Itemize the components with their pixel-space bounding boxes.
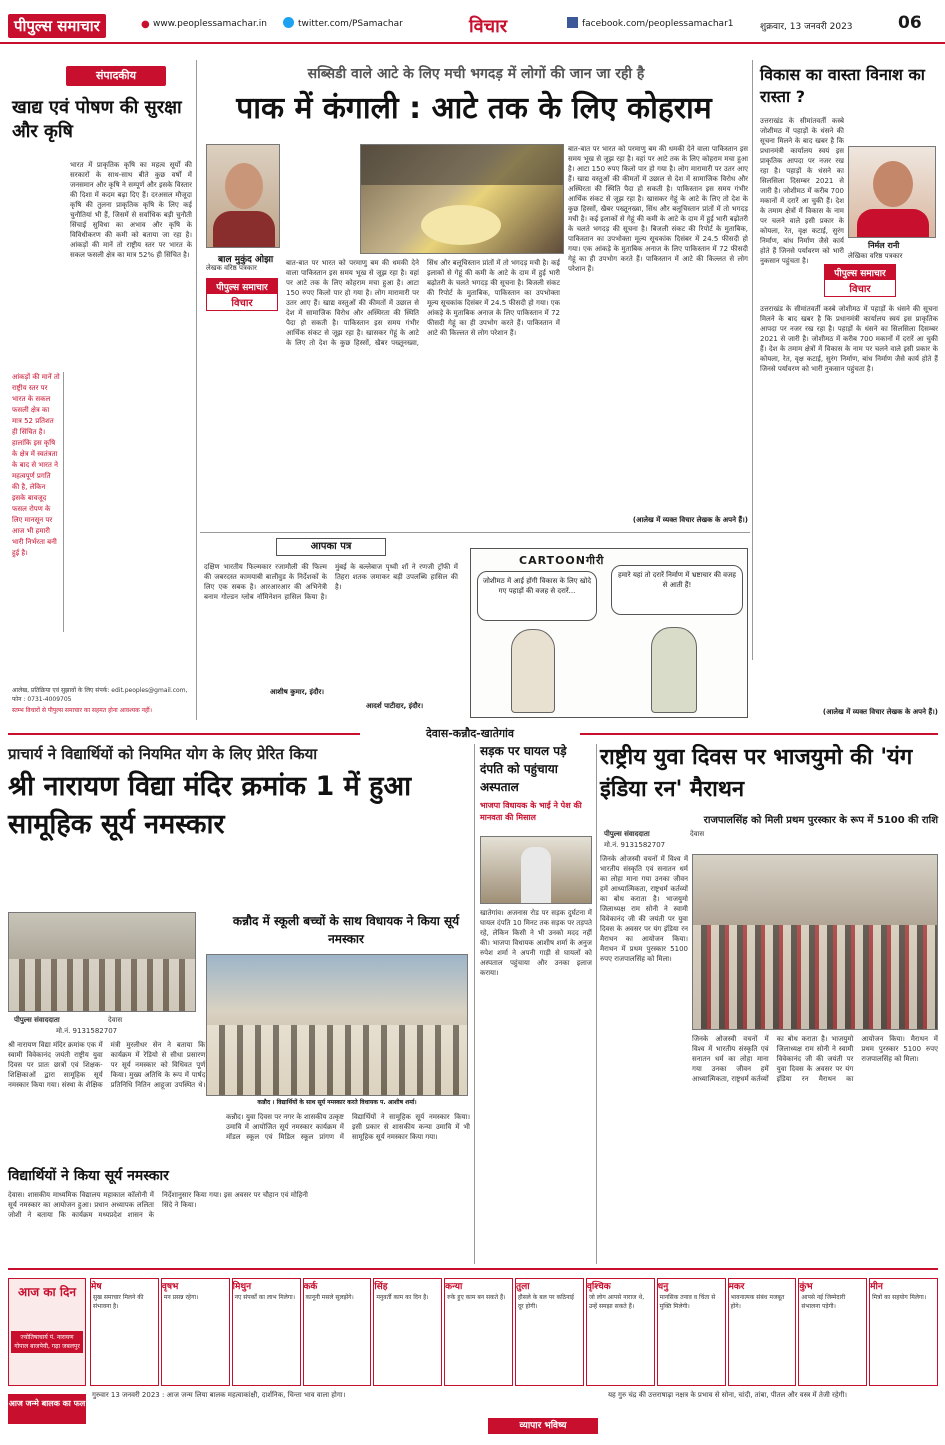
right-author-title: लेखिका वरिष्ठ पत्रकार (848, 252, 903, 260)
letters-signoff-1: आशीष कुमार, इंदौर। (270, 688, 325, 696)
local5-body-lower: जिनके ओजस्वी वचनों में विश्व में भारतीय संस्कृति एवं सनातन धर्म का लोहा माना गया उनका जीवन हमें आध्यात्मिकता, राष्ट्रधर्म कर्तव्यों का बोध कराता है। भाजयुमो जिलाध्यक्ष राम सोनी ने स्वामी विवेकानंद जी की जयंती पर युवा दिवस के अवसर पर यंग इंडिया रन मैराथन का आयोजन किया। मैराथन में प्रथम पुरस्कार 5100 रुपए राजपालसिंह को मिला। (692, 1035, 938, 1083)
author-title: लेखक वरिष्ठ पत्रकार (206, 264, 257, 272)
local3-body: देवास। शासकीय माध्यमिक विद्यालय महाकाल कॉलोनी में सूर्य नमस्कार का आयोजन हुआ। प्रधान अध्यापक ललिता जोशी ने बताया कि कार्यक्रम मध्यप्रदेश शासन के निर्देशानुसार किया गया। इस अवसर पर चौहान एवं मोहिनी सिंदे ने किया। (8, 1191, 308, 1219)
page-number: 06 (898, 13, 922, 33)
zodiac-name: मीन (870, 1282, 883, 1292)
zodiac-text: मन प्रसन्न रहेगा। (163, 1294, 199, 1301)
right-body-lower: उत्तराखंड के सीमांतवर्ती कस्बे जोशीमठ में पहाड़ों के धंसने की सूचना मिलने के बाद खबर है कि प्रधानमंत्री कार्यालय स्वयं इस प्राकृतिक आपदा पर नजर रख रहा है। पहाड़ों के धंसने का सिलसिला दिसम्बर 2021 से जारी है। जोशीमठ में करीब 700 मकानों में दरारें आ चुकी हैं। देश के तमाम क्षेत्रों में विकास के नाम पर चलने वाले इसी प्रकार के कोयला, रेत, वृक्ष कटाई, सुरंग निर्माण, बांध निर्माण जैसे कार्य होते हैं जिनसे पर्यावरण को भारी नुकसान पहुंचता है। (760, 305, 938, 373)
born-text: गुरुवार 13 जनवरी 2023 : आज जन्म लिया बालक महत्वाकांक्षी, दार्शनिक, चिन्ता भाव वाला होगा। (92, 1391, 346, 1399)
zodiac-name: वृश्चिक (586, 1282, 611, 1292)
section-title: विचार (469, 16, 508, 37)
zodiac-card (869, 1278, 938, 1386)
main-photo-flour (421, 205, 501, 245)
brand-sign-name: पीपुल्स समाचार (207, 279, 277, 294)
local3-headline: विद्यार्थियों ने किया सूर्य नमस्कार (8, 1168, 169, 1184)
cartoon-box (470, 548, 748, 718)
local1-byline-place: देवास (108, 1016, 123, 1024)
zodiac-text: हौसले के बल पर कठिनाई दूर होगी। (518, 1294, 574, 1310)
local4-headline: सड़क पर घायल पड़े दंपति को पहुंचाया अस्पताल (480, 744, 567, 794)
globe-icon: ● (141, 19, 150, 30)
zodiac-text: भावनात्मक संबंध मजबूत होंगे। (730, 1294, 785, 1310)
right-author-photo (848, 146, 936, 238)
cartoon-bubble-1: जोशीमठ में आई होंगी विकास के लिए खोदे गए पहाड़ों की वजह से दरारें... (477, 571, 597, 621)
right-author-photo-face (873, 161, 913, 207)
zodiac-name: कर्क (303, 1282, 318, 1292)
zodiac-card (303, 1278, 372, 1386)
zodiac-card (798, 1278, 867, 1386)
local5-body: जिनके ओजस्वी वचनों में विश्व में भारतीय संस्कृति एवं सनातन धर्म का लोहा माना गया उनका जीवन हमें आध्यात्मिकता, राष्ट्रधर्म कर्तव्यों का बोध कराता है। भाजयुमो जिलाध्यक्ष राम सोनी ने स्वामी विवेकानंद जी की जयंती पर युवा दिवस के अवसर पर यंग इंडिया रन मैराथन का आयोजन किया। मैराथन में प्रथम पुरस्कार 5100 रुपए राजपालसिंह को मिला। (600, 855, 688, 963)
zodiac-name: मकर (728, 1282, 745, 1292)
local4-photo (480, 836, 592, 904)
main-headline: पाक में कंगाली : आटे तक के लिए कोहराम (236, 91, 712, 126)
divider (200, 532, 750, 533)
local2-photo-students (207, 1025, 468, 1096)
author-photo-face (225, 163, 263, 209)
editorial-headline: खाद्य एवं पोषण की सुरक्षा और कृषि (12, 97, 182, 142)
zodiac-name: सिंह (374, 1282, 388, 1292)
brand-sign-tag: विचार (207, 294, 277, 310)
zodiac-name: मेष (91, 1282, 102, 1292)
zodiac-card (444, 1278, 513, 1386)
twitter-icon (283, 17, 294, 28)
aaj-text: ज्योतिषाचार्य पं. नारायण गोपाल बाजपेयी, गढ़ा जबलपुर (11, 1331, 83, 1353)
issue-date: शुक्रवार, 13 जनवरी 2023 (760, 22, 853, 32)
zodiac-card (657, 1278, 726, 1386)
zodiac-text: मानसिक तनाव व चिंता से मुक्ति मिलेगी। (659, 1294, 716, 1310)
zodiac-text: मित्रों का सहयोग मिलेगा। (872, 1294, 927, 1301)
zodiac-text: नए संपर्कों का लाभ मिलेगा। (234, 1294, 295, 1301)
zodiac-card (373, 1278, 442, 1386)
local5-byline-place: देवास (690, 830, 705, 838)
zodiac-text: सुख समाचार मिलने की संभावना है। (93, 1294, 144, 1310)
aaj-title: आज का दिन (18, 1285, 76, 1299)
zodiac-text: जो लोग आपसे नाराज थे, उन्हें समझा सकते हैं। (588, 1294, 645, 1310)
author-photo-shirt (213, 211, 275, 248)
local1-headline: श्री नारायण विद्या मंदिर क्रमांक 1 में हुआ सामूहिक सूर्य नमस्कार (8, 771, 412, 840)
zodiac-text: मनुवर्ती काम का दिन है। (376, 1294, 429, 1301)
right-author-name: निर्मल रानी (868, 241, 900, 250)
right-author-photo-saree (857, 209, 929, 238)
author-name: बाल मुकुंद ओझा (218, 255, 274, 265)
zodiac-card (586, 1278, 655, 1386)
zodiac-text: आपसे नई जिम्मेदारी संभालना पड़ेगी। (801, 1294, 846, 1310)
local5-sub: राजपालसिंह को मिली प्रथम पुरस्कार के रूप में 5100 की राशि (703, 815, 938, 826)
cartoon-figure-right (651, 627, 697, 713)
horoscope-signs (90, 1278, 938, 1386)
local1-photo-group (9, 959, 196, 1012)
local2-caption: कन्नौद । विद्यार्थियों के साथ सूर्य नमस्कार करते विधायक प. आशीष शर्मा। (257, 1099, 417, 1106)
cartoon-figure-left (511, 629, 555, 713)
divider (596, 744, 597, 1264)
local2-body: कन्नौद। युवा दिवस पर नगर के शासकीय उत्कृष्ट उमावि में आयोजित सूर्य नमस्कार कार्यक्रम में मॉडल स्कूल एवं मिडिल स्कूल प्रांगण में विद्यार्थियों ने सामूहिक सूर्य नमस्कार किया। इसी प्रकार से शासकीय कन्या उमावि में भी सामूहिक सूर्य नमस्कार किया गया। (226, 1113, 470, 1141)
divider (474, 744, 475, 1264)
zodiac-name: मिथुन (232, 1282, 252, 1292)
born-title: आज जन्मे बालक का फल (8, 1394, 86, 1424)
aaj-box (8, 1278, 86, 1386)
masthead (0, 0, 945, 44)
right-brand-sign-name: पीपुल्स समाचार (825, 265, 895, 280)
local1-mobile: मो.नं. 9131582707 (56, 1027, 118, 1035)
local5-photo-runners (693, 925, 938, 1030)
zodiac-card (515, 1278, 584, 1386)
letters-title: आपका पत्र (276, 538, 386, 556)
trade-text: यह गुरु चंद्र की उत्तराषाढ़ा नक्षत्र के प्रभाव से सोना, चांदी, तांबा, पीतल और वस्त्र में तेजी रहेगी। (608, 1391, 848, 1399)
zodiac-text: रुके हुए काम बन सकते हैं। (447, 1294, 506, 1301)
local2-photo (206, 954, 468, 1096)
main-photo (360, 144, 564, 254)
zodiac-name: कुंभ (799, 1282, 813, 1292)
facebook-link[interactable]: facebook.com/peoplessamachar1 (582, 19, 734, 29)
local2-headline: कन्नौद में स्कूली बच्चों के साथ विधायक ने किया सूर्य नमस्कार (232, 914, 460, 946)
local-band-title: देवास-कन्नौद-खातेगांव (360, 726, 580, 741)
main-body: बात-बात पर भारत को परमाणु बम की धमकी देने वाला पाकिस्तान इस समय भूख से जूझ रहा है। वहां पर आटे तक के लिए कोहराम मचा हुआ है। आटा 150 रुपए किलो पार हो गया है। लोग मारामारी पर उतर आए हैं। खाद्य वस्तुओं की कीमतों में उछाल से देश में सामाजिक विरोध और अस्थिरता की स्थिति पैदा हो सकती है। पाकिस्तान इस समय गंभीर आर्थिक संकट से जूझ रहा है। खासकर गेहूं के आटे के लिए तो देश के कुछ हिस्सों, खैबर पख्तूनख्वा, सिंध और बलूचिस्तान प्रांतों में तो भगदड़ मची है। कई इलाकों से गेहूं की कमी के आटे के दाम में हुई भारी बढ़ोतरी के चलते भगदड़ की सूचना है। बिजली संकट की रिपोर्ट के मुताबिक, पाकिस्तान का उपभोक्ता मूल्य सूचकांक दिसंबर में 24.5 फीसदी हो गया। एक आंकड़े के मुताबिक अनाज के लिए पाकिस्तान में 72 फीसदी गेहूं का ही उपभोग करते हैं। पाकिस्तान में आटे की किल्लत से लोग परेशान हैं। (286, 259, 560, 347)
divider (752, 60, 753, 660)
zodiac-name: धनु (657, 1282, 669, 1292)
zodiac-card (90, 1278, 159, 1386)
right-body: उत्तराखंड के सीमांतवर्ती कस्बे जोशीमठ में पहाड़ों के धंसने की सूचना मिलने के बाद खबर है कि प्रधानमंत्री कार्यालय स्वयं इस प्राकृतिक आपदा पर नजर रख रहा है। पहाड़ों के धंसने का सिलसिला दिसम्बर 2021 से जारी है। जोशीमठ में करीब 700 मकानों में दरारें आ चुकी हैं। देश के तमाम क्षेत्रों में विकास के नाम पर चलने वाले इसी प्रकार के कोयला, रेत, वृक्ष कटाई, सुरंग निर्माण, बांध निर्माण जैसे कार्य होते हैं जिनसे पर्यावरण को भारी नुकसान पहुंचता है। (760, 117, 844, 265)
cartoon-title: CARTOONगीरी (519, 554, 605, 567)
letters-section (200, 538, 460, 718)
local5-byline-brand: पीपुल्स संवाददाता (604, 830, 650, 838)
main-kicker: सब्सिडी वाले आटे के लिए मची भगदड़ में लोगों की जान जा रही है (307, 66, 645, 82)
right-footnote: (आलेख में व्यक्त विचार लेखक के अपने हैं।) (822, 708, 938, 716)
editorial-footer: आलेख, प्रतिक्रिया एवं सुझावों के लिए संपर्क: edit.peoples@gmail.com, फोन : 0731-4009705 (12, 687, 188, 703)
local1-body: श्री नारायण विद्या मंदिर क्रमांक एक में स्वामी विवेकानंद जयंती राष्ट्रीय युवा दिवस पर प्रातः छात्रों एवं शिक्षक-शिक्षिकाओं द्वारा सामूहिक सूर्य नमस्कार किया गया। संस्था के शैक्षिक मंत्री मुरलीधर सेन ने बताया कि कार्यक्रम में रेडियो से सीधा प्रसारण पर सूर्य नमस्कार को विधिवत पूर्ण किया। मुख्य अतिथि के रूप में पार्षद प्रतिनिधि नितिन आहूजा उपस्थित थे। (8, 1041, 206, 1089)
divider (196, 60, 197, 720)
author-photo (206, 144, 280, 248)
editorial-body: भारत में प्राकृतिक कृषि का महत्व सूर्यों की सरकारों के साथ-साथ बीते कुछ वर्षों में जनसमान और कृषि ने सम्पूर्ण और इसके विस्तार की दिशा में कदम बढ़ा दिए हैं। दरअसल मौजूदा कृषि की तुलना प्राकृतिक कृषि के लिए कई चुनौतियां भी हैं, जिसमें से सर्वाधिक बड़ी चुनौती सिंचाई सुविधा का अभाव और कृषि के विविधीकरण की कमी को बताया जा रहा है। आंकड़ों की मानें तो राष्ट्रीय स्तर पर भारत के सकल फसली क्षेत्र का मात्र 52% ही सिंचित है। (70, 161, 192, 259)
trade-title: व्यापार भविष्य (488, 1418, 598, 1434)
logo[interactable]: पीपुल्स समाचार (8, 14, 106, 38)
local1-byline-brand: पीपुल्स संवाददाता (14, 1016, 60, 1024)
local1-kicker: प्राचार्य ने विद्यार्थियों को नियमित योग के लिए प्रेरित किया (8, 745, 318, 763)
right-headline: विकास का वास्ता विनाश का रास्ता ? (760, 65, 925, 106)
letters-signoff-2: आदर्श पाटीदार, इंदौर। (366, 702, 424, 710)
local5-photo (692, 854, 938, 1030)
editorial-tag: संपादकीय (66, 66, 166, 86)
local4-sub: भाजपा विधायक के भाई ने पेश की मानवता की मिसाल (480, 801, 582, 822)
zodiac-card (728, 1278, 797, 1386)
editorial-disclaimer: स्तम्भ विचारों से पीपुल्स समाचार का सहमत होना आवश्यक नहीं। (12, 707, 152, 714)
letters-body: दक्षिण भारतीय फिल्मकार रजामौली की फिल्म की जबरदस्त कामयाबी बालीवुड के निर्देशकों के लिए एक सबक है। आरआरआर की अभिनेत्री बनाम गोल्डन ग्लोब नॉमिनेशन हासिल किया है। मुंबई के बल्लेबाज पृथ्वी शॉ ने रणजी ट्रॉफी में तिहरा शतक जमाकर बड़ी उपलब्धि हासिल की है। (204, 563, 458, 601)
zodiac-name: तुला (516, 1282, 530, 1292)
horoscope-strip (8, 1268, 938, 1440)
local5-mobile: मो.नं. 9131582707 (604, 841, 666, 849)
zodiac-card (232, 1278, 301, 1386)
local5-headline: राष्ट्रीय युवा दिवस पर भाजयुमो की 'यंग इंडिया रन' मैराथन (600, 745, 913, 802)
twitter-link[interactable]: twitter.com/PSamachar (298, 19, 403, 29)
local1-photo (8, 912, 196, 1012)
zodiac-card (161, 1278, 230, 1386)
main-photo-crowd (361, 145, 564, 185)
editorial-pullquote: आंकड़ों की मानें तो राष्ट्रीय स्तर पर भारत के सकल फसली क्षेत्र का मात्र 52 प्रतिशत ही सिंचित है। हालांकि इस कृषि के क्षेत्र में स्वतंत्रता के बाद से भारत ने महत्वपूर्ण प्रगति की है, लेकिन इसके बावजूद फसल रोपण के लिए मानसून पर आज भी हमारी भारी निर्भरता बनी हुई है। (12, 372, 64, 632)
main-body-right: बात-बात पर भारत को परमाणु बम की धमकी देने वाला पाकिस्तान इस समय भूख से जूझ रहा है। वहां पर आटे तक के लिए कोहराम मचा हुआ है। आटा 150 रुपए किलो पार हो गया है। लोग मारामारी पर उतर आए हैं। खाद्य वस्तुओं की कीमतों में उछाल से देश में सामाजिक विरोध और अस्थिरता की स्थिति पैदा हो सकती है। पाकिस्तान इस समय गंभीर आर्थिक संकट से जूझ रहा है। खासकर गेहूं के आटे के लिए तो देश के कुछ हिस्सों, खैबर पख्तूनख्वा, सिंध और बलूचिस्तान प्रांतों में तो भगदड़ मची है। कई इलाकों से गेहूं की कमी के आटे के दाम में हुई भारी बढ़ोतरी के चलते भगदड़ की सूचना है। बिजली संकट की रिपोर्ट के मुताबिक, पाकिस्तान का उपभोक्ता मूल्य सूचकांक दिसंबर में 24.5 फीसदी हो गया। एक आंकड़े के मुताबिक अनाज के लिए पाकिस्तान में 72 फीसदी गेहूं का ही उपभोग करते हैं। पाकिस्तान में आटे की किल्लत से लोग परेशान हैं। (568, 145, 748, 273)
local4-photo-figure (521, 847, 551, 904)
main-footnote: (आलेख में व्यक्त विचार लेखक के अपने हैं।) (632, 516, 748, 524)
zodiac-name: कन्या (445, 1282, 463, 1292)
local4-body: खातेगांव। अजनास रोड पर सड़क दुर्घटना में घायल दंपति 10 मिनट तक सड़क पर तड़पते रहे, लेकिन किसी ने भी उनको मदद नहीं की। भाजपा विधायक आशीष शर्मा के अनुज रुपेश शर्मा ने अपनी गाड़ी से घायलों को अस्पताल पहुंचाया और उनका इलाज कराया। (480, 909, 592, 977)
cartoon-bubble-2: हमारे यहां तो दरारें निर्माण में भ्रष्टाचार की वजह से आती हैं! (611, 565, 743, 615)
facebook-icon (567, 17, 578, 28)
zodiac-text: कानूनी मसले सुलझेंगे। (305, 1294, 354, 1301)
right-brand-sign-tag: विचार (825, 280, 895, 296)
website-link[interactable]: www.peoplessamachar.in (153, 19, 267, 29)
zodiac-name: वृषभ (161, 1282, 179, 1292)
